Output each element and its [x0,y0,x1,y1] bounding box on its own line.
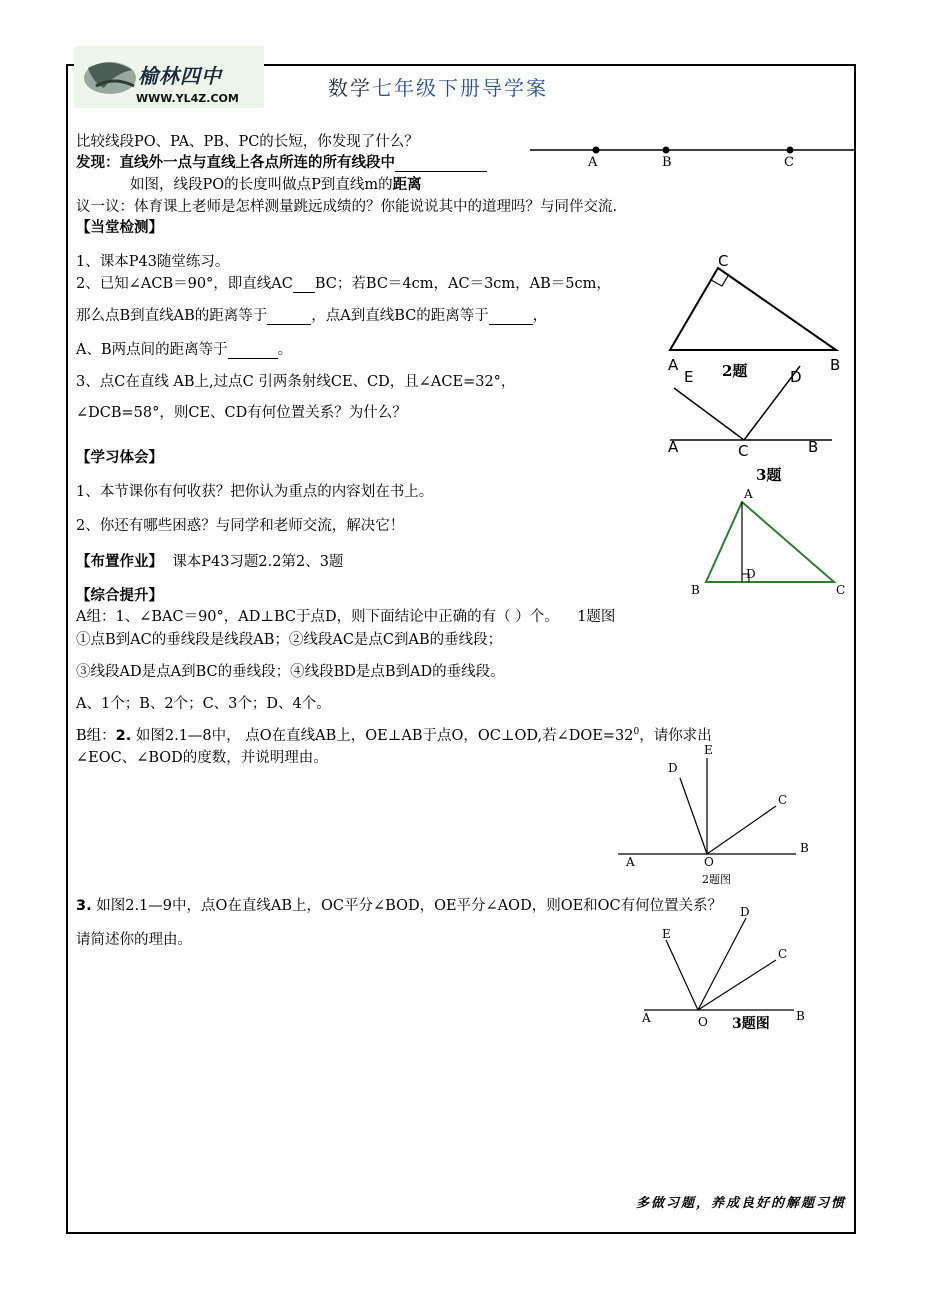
figure-3-rays [660,362,850,492]
point-b [663,147,670,154]
fig2b-label-e: E [704,743,713,757]
label-b: B [662,155,672,170]
fig3b-label-c: C [778,947,788,961]
fig3b-label-e: E [662,927,671,941]
logo-text: 榆林四中 [138,64,222,88]
fig2-caption: 2题 [722,362,748,380]
fig3b-label-o: O [698,1015,708,1029]
fig3b-label-d: D [740,905,750,919]
fig2b-label-b: B [800,841,809,855]
intro-finding: 发现：直线外一点与直线上各点所连的所有线段中 [76,151,487,172]
improve-a-line1: A组：1、∠BAC＝90°，AD⊥BC于点D，则下面结论中正确的有（ ）个。 1题图 [76,609,616,625]
footer-motto: 多做习题，养成良好的解题习惯 [635,1196,846,1211]
fig1-label-b: B [691,583,700,597]
fig2b-label-d: D [668,761,678,775]
fig3b-label-a: A [642,1011,651,1025]
line-m-figure [530,138,860,172]
improve-q3-line2: 请简述你的理由。 [76,932,192,948]
fig3a-label-d: D [790,368,802,386]
fig3a-label-e: E [684,368,694,386]
figure-1-green-triangle [686,484,856,600]
logo-url: WWW.YL4Z.COM [136,92,239,105]
improve-a-line2: ①点B到AC的垂线段是线段AB；②线段AC是点C到AB的垂线段； [76,632,503,648]
figure-3b-bisectors [636,904,816,1034]
fig2b-label-o: O [704,855,714,869]
point-c [787,147,794,154]
intro-compare: 比较线段PO、PA、PB、PC的长短，你发现了什么？ [76,134,419,150]
logo-emblem-icon [74,46,144,108]
fig1-label-a: A [744,487,753,501]
fig3b-caption: 3题图 [732,1016,770,1032]
fig2-label-b: B [830,356,841,374]
reflect-heading: 【学习体会】 [76,450,163,466]
improve-q3-line1: 3. 如图2.1—9中，点O在直线AB上，OC平分∠BOD，OE平分∠AOD，则OE和OC有何位置关系？ [76,898,723,914]
fig2-label-c: C [718,252,729,270]
fig3b-label-b: B [796,1009,805,1023]
intro-distance: 如图，线段PO的长度叫做点P到直线m的距离 [130,177,422,193]
reflect-item2: 2、你还有哪些困惑？与同学和老师交流，解决它！ [76,518,405,534]
check-q1: 1、课本P43随堂练习。 [76,254,230,270]
fig3a-label-b: B [808,438,819,456]
fig3a-caption: 3题 [756,466,782,484]
check-q2-line3: A、B两点间的距离等于 。 [76,342,293,358]
fig1-label-c: C [836,583,846,597]
fig3a-label-a: A [668,438,679,456]
fig2b-label-a: A [626,855,635,869]
intro-discuss: 议一议：体育课上老师是怎样测量跳远成绩的？你能说说其中的道理吗？与同伴交流. [76,199,618,215]
check-q2-line1: 2、已知∠ACB＝90°，即直线AC BC；若BC＝4cm，AC＝3cm，AB＝5cm， [76,276,611,292]
improve-a-line3: ③线段AD是点A到BC的垂线段；④线段BD是点B到AD的垂线段。 [76,664,505,680]
fig3a-label-c: C [738,442,749,460]
reflect-item1: 1、本节课你有何收获？把你认为重点的内容划在书上。 [76,484,434,500]
improve-b-line2: ∠EOC、∠BOD的度数，并说明理由。 [76,750,328,766]
check-q3-line2: ∠DCB=58°，则CE、CD有何位置关系？为什么？ [76,405,407,421]
label-a: A [588,155,598,170]
check-q2-line2: 那么点B到直线AB的距离等于 ，点A到直线BC的距离等于 ， [76,308,548,324]
fig2-label-a: A [668,356,679,374]
homework: 【布置作业】 课本P43习题2.2第2、3题 [76,554,344,570]
page-title: 数学七年级下册导学案 [328,76,548,100]
improve-heading: 【综合提升】 [76,588,163,604]
improve-b-line1: B组：2. 如图2.1—8中， 点O在直线AB上，OE⊥AB于点O，OC⊥OD,若$\angle DOE=32^0$，请你求出 [76,727,712,744]
fig1-label-d: D [746,567,756,581]
fig2b-label-c: C [778,793,788,807]
point-a [593,147,600,154]
fig2b-caption: 2题图 [702,873,731,886]
improve-a-options: A、1个；B、2个；C、3个；D、4个。 [76,696,331,712]
page-frame [66,64,856,1234]
check-q3-line1: 3、点C在直线 AB上,过点C 引两条射线CE、CD，且∠ACE=32°， [76,374,516,390]
figure-2b-angles [618,738,818,888]
label-c: C [784,155,794,170]
check-heading: 【当堂检测】 [76,220,163,236]
